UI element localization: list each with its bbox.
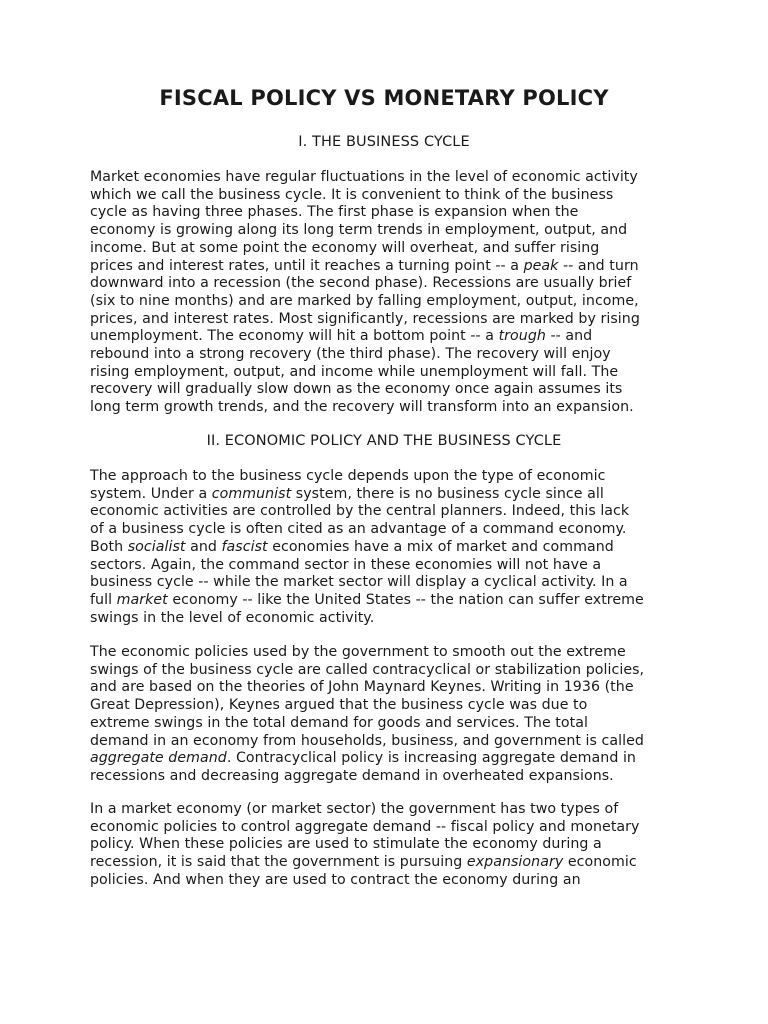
emphasized-term: communist [211,485,292,502]
paragraph [90,468,690,627]
text-line: system. Under a communist system, there is no business cycle since all [90,485,604,502]
text-line: economic activities are controlled by the central planners. Indeed, this lack [90,503,630,520]
text-line: unemployment. The economy will hit a bottom point -- a trough -- and [90,328,593,345]
text-line: Market economies have regular fluctuations in the level of economic activity [90,169,638,185]
text-line: The economic policies used by the government to smooth out the extreme [90,644,626,660]
text-line: swings of the business cycle are called contracyclical or stabilization policies, [90,661,645,678]
text-line: downward into a recession (the second phase). Recessions are usually brief [90,275,632,292]
text-line: demand in an economy from households, business, and government is called [90,732,644,749]
text-line: The approach to the business cycle depends upon the type of economic [90,468,606,484]
emphasized-term: socialist [127,538,186,555]
text-line: rebound into a strong recovery (the third phase). The recovery will enjoy [90,346,611,363]
text-line: extreme swings in the total demand for goods and services. The total [90,714,588,731]
emphasized-term: fascist [221,538,268,555]
text-line: of a business cycle is often cited as an advantage of a command economy. [90,521,627,538]
paragraph [90,644,690,786]
text-line: Great Depression), Keynes argued that the business cycle was due to [90,697,588,714]
document-title: FISCAL POLICY VS MONETARY POLICY [159,86,609,110]
text-line: sectors. Again, the command sector in these economies will not have a [90,556,602,573]
text-line: Both socialist and fascist economies have a mix of market and command [90,538,614,555]
text-line: and are based on the theories of John Maynard Keynes. Writing in 1936 (the [90,679,634,696]
text-line: economic policies to control aggregate demand -- fiscal policy and monetary [90,818,640,835]
emphasized-term: expansionary [466,854,564,871]
text-line: recessions and decreasing aggregate demand in overheated expansions. [90,767,614,784]
text-line: (six to nine months) and are marked by falling employment, output, income, [90,292,639,309]
text-line: full market economy -- like the United States -- the nation can suffer extreme [90,591,644,608]
text-line: aggregate demand. Contracyclical policy is increasing aggregate demand in [90,750,636,767]
text-line: prices and interest rates, until it reaches a turning point -- a peak -- and turn [90,257,639,274]
text-line: cycle as having three phases. The first phase is expansion when the [90,204,579,221]
text-line: policies. And when they are used to contract the economy during an [90,871,581,888]
text-line: recession, it is said that the government is pursuing expansionary economic [90,854,637,871]
text-line: swings in the level of economic activity. [90,609,375,626]
emphasized-term: trough [498,328,546,345]
text-line: business cycle -- while the market sector will display a cyclical activity. In a [90,574,628,591]
text-line: long term growth trends, and the recovery will transform into an expansion. [90,399,634,416]
text-line: income. But at some point the economy will overheat, and suffer rising [90,239,600,256]
text-line: In a market economy (or market sector) the government has two types of [90,801,619,817]
text-line: prices, and interest rates. Most significantly, recessions are marked by rising [90,310,640,327]
text-line: policy. When these policies are used to stimulate the economy during a [90,836,602,853]
paragraph [90,801,690,890]
section-heading-economic-policy: II. ECONOMIC POLICY AND THE BUSINESS CYCLE [206,433,562,449]
emphasized-term: aggregate demand [90,750,227,767]
emphasized-term: peak [523,257,559,274]
text-line: recovery will gradually slow down as the economy once again assumes its [90,381,623,398]
paragraph [90,169,690,417]
text-line: economy is growing along its long term trends in employment, output, and [90,222,628,239]
text-line: which we call the business cycle. It is convenient to think of the business [90,186,614,203]
emphasized-term: market [116,591,168,608]
text-line: rising employment, output, and income while unemployment will fall. The [90,363,619,380]
section-heading-business-cycle: I. THE BUSINESS CYCLE [298,134,470,150]
